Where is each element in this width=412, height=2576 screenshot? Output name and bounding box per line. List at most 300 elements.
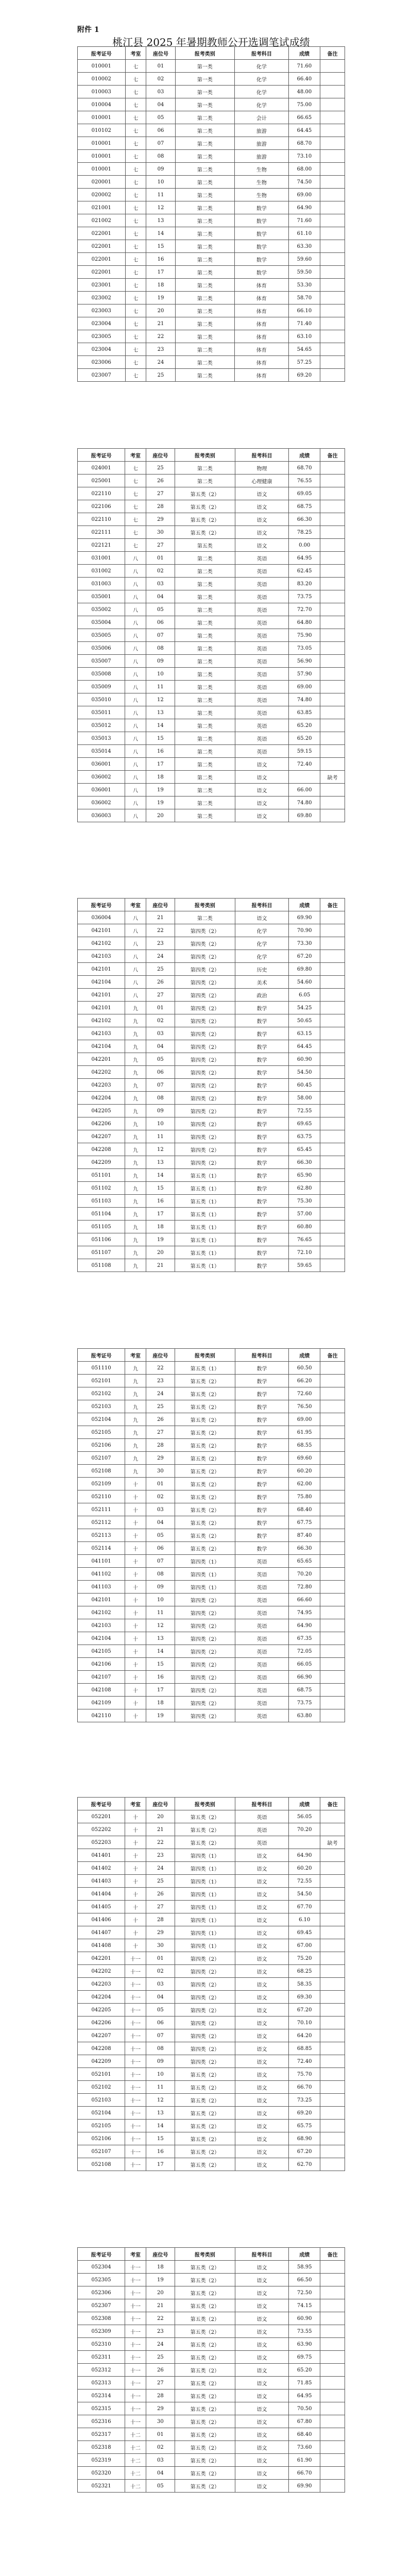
table-row: [78, 539, 345, 552]
table-cell: 语文: [235, 2107, 288, 2120]
table-row: [78, 1413, 345, 1426]
table-cell: 第二类: [175, 111, 234, 124]
table-cell: 语文: [235, 2068, 288, 2081]
table-cell: 第五类: [175, 539, 235, 552]
table-cell: 语文: [235, 911, 288, 924]
table-cell: 第四类（2）: [175, 989, 235, 1002]
column-header: 备注: [320, 1349, 345, 1362]
table-cell: 第五类（2）: [175, 1516, 235, 1529]
table-cell: 八: [125, 989, 146, 1002]
table-cell: 042201: [78, 1053, 125, 1066]
table-cell: 第四类（1）: [175, 1555, 235, 1568]
table-cell: 十一: [125, 2107, 146, 2120]
table-cell: 第一类: [175, 98, 234, 111]
table-cell: 29: [146, 1926, 175, 1939]
table-cell: 63.75: [289, 1130, 320, 1143]
table-cell: 第二类: [175, 462, 235, 474]
table-cell: 第五类（2）: [175, 2068, 235, 2081]
table-cell: 66.60: [289, 1594, 320, 1606]
table-cell: 21: [146, 1259, 175, 1272]
table-cell: 73.05: [289, 642, 320, 655]
table-cell: 第四类（2）: [175, 1709, 235, 1722]
table-cell: [320, 924, 345, 937]
table-cell: 042209: [78, 2055, 125, 2068]
table-cell: 052315: [78, 2402, 125, 2415]
table-cell: 02: [146, 565, 175, 578]
table-cell: 第四类（2）: [175, 2029, 235, 2042]
table-cell: 09: [146, 163, 175, 176]
table-cell: 七: [125, 253, 146, 266]
table-cell: 八: [125, 693, 146, 706]
table-cell: 八: [125, 796, 146, 809]
table-cell: 七: [125, 462, 146, 474]
table-cell: 042208: [78, 2042, 125, 2055]
table-cell: 第二类: [175, 719, 235, 732]
table-cell: 022121: [78, 539, 125, 552]
table-cell: 06: [146, 1542, 175, 1555]
table-cell: 035004: [78, 616, 125, 629]
table-cell: 第一类: [175, 73, 234, 86]
table-cell: 15: [146, 1658, 175, 1671]
table-cell: 十一: [125, 2120, 146, 2132]
table-row: [78, 124, 345, 137]
table-cell: 十二: [125, 2428, 146, 2441]
table-cell: [320, 578, 345, 590]
table-row: [78, 137, 345, 150]
table-cell: [320, 1426, 345, 1439]
table-row: [78, 1452, 345, 1465]
table-row: [78, 1568, 345, 1581]
table-cell: 数学: [235, 1246, 288, 1259]
table-cell: 第五类（2）: [175, 1387, 235, 1400]
table-row: [78, 1465, 345, 1478]
table-row: [78, 1965, 345, 1978]
table-cell: 第五类（2）: [175, 1529, 235, 1542]
table-row: [78, 1259, 345, 1272]
table-cell: 21: [146, 1823, 175, 1836]
table-cell: 042101: [78, 924, 125, 937]
table-cell: 第四类（2）: [175, 1978, 235, 1991]
table-cell: 十二: [125, 2454, 146, 2467]
table-cell: 八: [125, 642, 146, 655]
table-cell: 第四类（2）: [175, 1965, 235, 1978]
table-cell: 07: [146, 137, 175, 150]
table-cell: 66.00: [289, 784, 320, 796]
table-cell: 09: [146, 655, 175, 668]
table-cell: 65.20: [289, 719, 320, 732]
table-cell: 12: [146, 2094, 175, 2107]
table-cell: 英语: [235, 655, 288, 668]
table-row: [78, 1490, 345, 1503]
table-cell: [320, 1413, 345, 1426]
table-cell: 七: [125, 150, 146, 163]
table-cell: 七: [125, 266, 146, 279]
table-cell: 67.20: [289, 2145, 320, 2158]
table-cell: 九: [125, 1156, 146, 1169]
table-cell: 体育: [234, 317, 288, 330]
table-cell: 052103: [78, 1400, 125, 1413]
table-cell: 九: [125, 1182, 146, 1195]
table-cell: 十: [125, 1478, 146, 1490]
table-cell: 60.20: [289, 1465, 320, 1478]
table-cell: [320, 1156, 345, 1169]
table-row: [78, 1208, 345, 1221]
table-cell: 031002: [78, 565, 125, 578]
table-cell: [320, 1182, 345, 1195]
table-cell: 26: [146, 474, 175, 487]
table-cell: 旅游: [234, 150, 288, 163]
table-cell: 20: [146, 1246, 175, 1259]
table-cell: 64.20: [289, 2029, 320, 2042]
table-row: [78, 1926, 345, 1939]
table-cell: [320, 1002, 345, 1014]
table-cell: 第五类（2）: [175, 487, 235, 500]
column-header: 座位号: [146, 2248, 175, 2261]
table-row: [78, 693, 345, 706]
table-cell: 七: [125, 356, 146, 369]
table-row: [78, 706, 345, 719]
table-header-row: [78, 899, 345, 911]
table-cell: 042206: [78, 2016, 125, 2029]
table-cell: 020002: [78, 189, 126, 201]
table-cell: 66.30: [289, 513, 320, 526]
table-row: [78, 2299, 345, 2312]
table-cell: 22: [146, 330, 175, 343]
table-cell: 数学: [235, 1503, 288, 1516]
table-cell: 语文: [235, 1901, 288, 1913]
table-cell: 十一: [125, 2068, 146, 2081]
table-cell: 第四类（1）: [175, 1926, 235, 1939]
table-cell: 语文: [235, 2286, 288, 2299]
table-cell: [320, 2467, 345, 2480]
table-cell: 051103: [78, 1195, 125, 1208]
table-cell: 数学: [235, 1092, 288, 1105]
table-cell: 第二类: [175, 655, 235, 668]
table-cell: 052202: [78, 1823, 125, 1836]
table-cell: 第四类（2）: [175, 1952, 235, 1965]
table-cell: [320, 1875, 345, 1888]
table-cell: 051106: [78, 1233, 125, 1246]
table-cell: [320, 500, 345, 513]
table-cell: [320, 2068, 345, 2081]
table-cell: 13: [146, 1632, 175, 1645]
table-cell: 八: [125, 745, 146, 758]
table-cell: 九: [125, 1040, 146, 1053]
table-cell: 八: [125, 771, 146, 784]
column-header: 报考类别: [175, 1798, 235, 1810]
table-cell: [320, 1529, 345, 1542]
table-cell: 英语: [235, 668, 288, 681]
table-cell: 67.35: [289, 1632, 320, 1645]
table-cell: 八: [125, 681, 146, 693]
table-row: [78, 1516, 345, 1529]
table-row: [78, 2441, 345, 2454]
table-cell: 18: [146, 2261, 175, 2274]
table-cell: 031001: [78, 552, 125, 565]
table-cell: 八: [125, 924, 146, 937]
table-cell: 第二类: [175, 745, 235, 758]
table-cell: 28: [146, 500, 175, 513]
table-cell: [320, 1066, 345, 1079]
table-row: [78, 1117, 345, 1130]
table-cell: 052102: [78, 2081, 125, 2094]
table-cell: 第五类（1）: [175, 1362, 235, 1375]
table-cell: 69.90: [289, 2480, 320, 2493]
table-cell: [320, 1208, 345, 1221]
table-cell: 体育: [234, 343, 288, 356]
table-cell: 30: [146, 526, 175, 539]
table-cell: 第五类（2）: [175, 2364, 235, 2377]
table-cell: 会计: [234, 111, 288, 124]
table-cell: 20: [146, 304, 175, 317]
table-cell: 第四类（2）: [175, 1645, 235, 1658]
table-cell: 语文: [235, 1849, 288, 1862]
table-cell: 十: [125, 1632, 146, 1645]
table-cell: 16: [146, 2145, 175, 2158]
table-cell: 第四类（2）: [175, 950, 235, 963]
table-cell: 十一: [125, 2364, 146, 2377]
table-cell: 036001: [78, 758, 125, 771]
table-cell: 60.20: [289, 1862, 320, 1875]
table-row: [78, 1606, 345, 1619]
table-cell: 01: [146, 60, 175, 73]
table-cell: 022001: [78, 240, 126, 253]
table-cell: 英语: [235, 706, 288, 719]
table-cell: [320, 487, 345, 500]
table-cell: 29: [146, 1452, 175, 1465]
table-cell: 第四类（1）: [175, 1939, 235, 1952]
table-cell: 19: [146, 1233, 175, 1246]
table-cell: 58.35: [289, 1978, 320, 1991]
table-cell: [320, 2042, 345, 2055]
table-cell: 04: [146, 1516, 175, 1529]
table-cell: 21: [146, 317, 175, 330]
table-cell: [320, 911, 345, 924]
table-cell: 70.90: [289, 924, 320, 937]
table-cell: 042201: [78, 1952, 125, 1965]
table-cell: 08: [146, 150, 175, 163]
table-cell: 心理健康: [235, 474, 288, 487]
table-cell: 052310: [78, 2338, 125, 2351]
score-table: [77, 1797, 345, 2171]
table-cell: 020001: [78, 176, 126, 189]
table-cell: 十一: [125, 1965, 146, 1978]
table-cell: 19: [146, 1709, 175, 1722]
table-cell: 第二类: [175, 266, 234, 279]
table-cell: 十一: [125, 2158, 146, 2171]
column-header: 报考科目: [235, 2248, 288, 2261]
table-cell: 042102: [78, 1014, 125, 1027]
table-cell: [320, 642, 345, 655]
table-cell: 第四类（2）: [175, 924, 235, 937]
table-cell: 第五类（2）: [175, 1452, 235, 1465]
table-cell: 56.90: [289, 655, 320, 668]
table-cell: [320, 356, 345, 369]
table-cell: 语文: [235, 2261, 288, 2274]
table-cell: 语文: [235, 539, 288, 552]
table-cell: 6.05: [289, 989, 320, 1002]
table-cell: 051104: [78, 1208, 125, 1221]
table-cell: 第五类（2）: [175, 2377, 235, 2389]
table-cell: 美术: [235, 976, 288, 989]
table-cell: 十一: [125, 2338, 146, 2351]
table-cell: 英语: [235, 732, 288, 745]
table-cell: 010001: [78, 137, 126, 150]
table-row: [78, 1400, 345, 1413]
table-cell: 68.75: [289, 1684, 320, 1697]
table-row: [78, 292, 345, 304]
table-cell: [320, 2338, 345, 2351]
table-row: [78, 1875, 345, 1888]
table-cell: 042103: [78, 1027, 125, 1040]
table-cell: 第五类（2）: [175, 500, 235, 513]
table-cell: 01: [146, 1478, 175, 1490]
table-cell: 十一: [125, 2299, 146, 2312]
table-cell: 06: [146, 1066, 175, 1079]
table-cell: 63.10: [288, 330, 320, 343]
table-cell: 035014: [78, 745, 125, 758]
table-cell: [320, 1926, 345, 1939]
table-cell: 七: [125, 98, 146, 111]
table-cell: 051110: [78, 1362, 125, 1375]
table-cell: 数学: [235, 1117, 288, 1130]
table-cell: 59.50: [288, 266, 320, 279]
table-header-row: [78, 1349, 345, 1362]
table-cell: 042205: [78, 2004, 125, 2016]
table-cell: 042101: [78, 1002, 125, 1014]
table-cell: 58.95: [289, 2261, 320, 2274]
table-cell: 68.40: [289, 1503, 320, 1516]
table-cell: 第五类（2）: [175, 1400, 235, 1413]
table-cell: 八: [125, 911, 146, 924]
table-cell: 54.25: [289, 1002, 320, 1014]
table-cell: [320, 1092, 345, 1105]
table-row: [78, 317, 345, 330]
table-cell: 67.20: [289, 950, 320, 963]
column-header: 座位号: [146, 1349, 175, 1362]
table-cell: 042109: [78, 1697, 125, 1709]
table-cell: [320, 758, 345, 771]
table-cell: 语文: [235, 2480, 288, 2493]
table-cell: [320, 1709, 345, 1722]
table-cell: 06: [146, 124, 175, 137]
table-row: [78, 2364, 345, 2377]
table-cell: [320, 1658, 345, 1671]
table-cell: 54.65: [288, 343, 320, 356]
table-cell: [320, 474, 345, 487]
table-cell: 第五类（1）: [175, 1259, 235, 1272]
table-cell: 65.75: [289, 2120, 320, 2132]
table-cell: [320, 629, 345, 642]
table-cell: 语文: [235, 2158, 288, 2171]
table-cell: 英语: [235, 1810, 288, 1823]
table-row: [78, 526, 345, 539]
table-row: [78, 616, 345, 629]
table-cell: [320, 937, 345, 950]
table-row: [78, 1632, 345, 1645]
table-cell: 22: [146, 2312, 175, 2325]
table-cell: 15: [146, 240, 175, 253]
table-cell: 09: [146, 1581, 175, 1594]
table-cell: 第五类（2）: [175, 513, 235, 526]
table-cell: 十: [125, 1888, 146, 1901]
table-cell: 化学: [234, 73, 288, 86]
table-cell: 61.10: [288, 227, 320, 240]
table-cell: 语文: [235, 1888, 288, 1901]
table-cell: 60.80: [289, 1221, 320, 1233]
table-cell: [320, 1130, 345, 1143]
table-cell: 68.25: [289, 1965, 320, 1978]
table-cell: 042203: [78, 1079, 125, 1092]
column-header: 座位号: [146, 1798, 175, 1810]
table-cell: 语文: [235, 2364, 288, 2377]
table-cell: 052102: [78, 1387, 125, 1400]
table-cell: 75.90: [289, 629, 320, 642]
table-cell: [320, 304, 345, 317]
table-cell: [320, 2299, 345, 2312]
table-cell: 042102: [78, 1606, 125, 1619]
table-cell: 化学: [235, 937, 288, 950]
column-header: 报考科目: [235, 449, 288, 462]
table-cell: 九: [125, 1105, 146, 1117]
table-cell: 68.70: [289, 462, 320, 474]
table-cell: 66.65: [288, 111, 320, 124]
table-cell: 02: [146, 73, 175, 86]
table-cell: 023001: [78, 279, 126, 292]
table-row: [78, 304, 345, 317]
table-cell: 052321: [78, 2480, 125, 2493]
table-cell: 十一: [125, 1991, 146, 2004]
table-cell: 051101: [78, 1169, 125, 1182]
table-cell: 052314: [78, 2389, 125, 2402]
table-cell: 第四类（2）: [175, 1092, 235, 1105]
score-table: [77, 1348, 345, 1722]
table-cell: 七: [125, 539, 146, 552]
table-cell: [289, 771, 320, 784]
table-cell: 042209: [78, 1156, 125, 1169]
table-cell: 69.05: [289, 487, 320, 500]
table-cell: 03: [146, 2454, 175, 2467]
table-cell: [320, 214, 345, 227]
table-cell: 生物: [234, 189, 288, 201]
table-cell: 语文: [235, 1952, 288, 1965]
table-cell: 12: [146, 1143, 175, 1156]
table-cell: 052107: [78, 1452, 125, 1465]
table-row: [78, 1645, 345, 1658]
table-cell: 第四类（1）: [175, 1913, 235, 1926]
table-cell: 64.45: [289, 1040, 320, 1053]
table-cell: 十: [125, 1810, 146, 1823]
table-cell: 数学: [234, 240, 288, 253]
column-header: 报考科目: [235, 1349, 288, 1362]
table-row: [78, 1221, 345, 1233]
table-cell: 第二类: [175, 150, 234, 163]
table-cell: 第四类（2）: [175, 1027, 235, 1040]
table-cell: 042205: [78, 1105, 125, 1117]
table-cell: 九: [125, 1195, 146, 1208]
table-cell: [320, 189, 345, 201]
table-cell: 八: [125, 616, 146, 629]
table-cell: [320, 1645, 345, 1658]
table-cell: 语文: [235, 2081, 288, 2094]
table-cell: 052307: [78, 2299, 125, 2312]
table-cell: [320, 2325, 345, 2338]
table-cell: 第二类: [175, 732, 235, 745]
table-cell: [320, 2029, 345, 2042]
table-cell: 八: [125, 578, 146, 590]
table-cell: 23: [146, 2325, 175, 2338]
table-cell: 十一: [125, 2312, 146, 2325]
